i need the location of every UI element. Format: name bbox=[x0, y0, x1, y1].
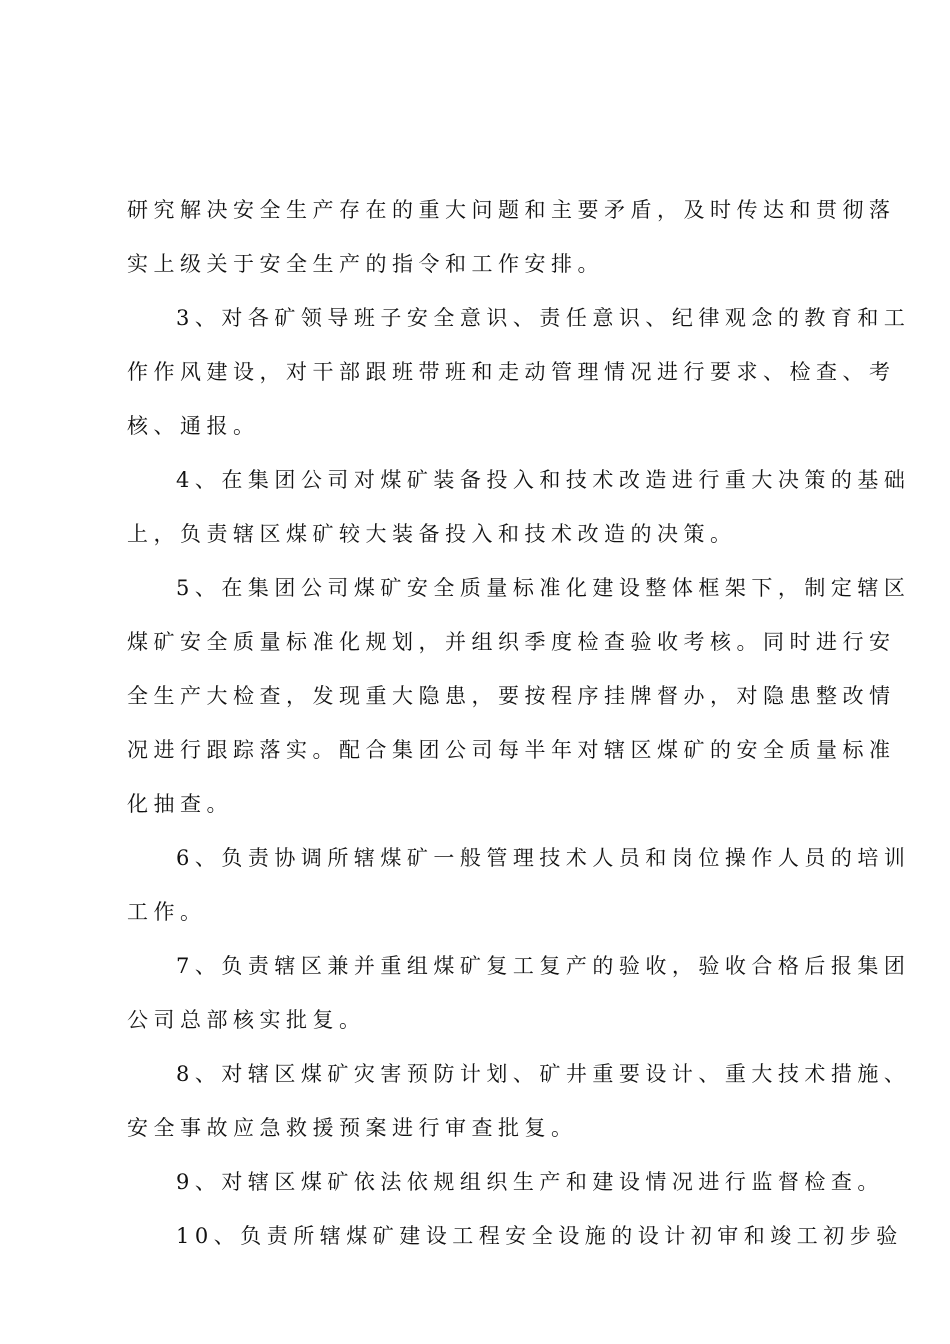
text-line: 作作风建设，对干部跟班带班和走动管理情况进行要求、检查、考 bbox=[127, 360, 896, 384]
paragraph-4-line: 4、在集团公司对煤矿装备投入和技术改造进行重大决策的基础 bbox=[176, 468, 911, 492]
text-line: 研究解决安全生产存在的重大问题和主要矛盾，及时传达和贯彻落 bbox=[127, 198, 896, 222]
paragraph-5-line: 5、在集团公司煤矿安全质量标准化建设整体框架下，制定辖区 bbox=[176, 576, 911, 600]
text-line: 实上级关于安全生产的指令和工作安排。 bbox=[127, 252, 604, 276]
text-line: 全生产大检查，发现重大隐患，要按程序挂牌督办，对隐患整改情 bbox=[127, 684, 896, 708]
paragraph-10-line: 10、负责所辖煤矿建设工程安全设施的设计初审和竣工初步验 bbox=[176, 1224, 903, 1248]
paragraph-8-line: 8、对辖区煤矿灾害预防计划、矿井重要设计、重大技术措施、 bbox=[176, 1062, 911, 1086]
text-line: 公司总部核实批复。 bbox=[127, 1008, 366, 1032]
paragraph-6-line: 6、负责协调所辖煤矿一般管理技术人员和岗位操作人员的培训 bbox=[176, 846, 911, 870]
paragraph-3-line: 3、对各矿领导班子安全意识、责任意识、纪律观念的教育和工 bbox=[176, 306, 911, 330]
text-line: 化抽查。 bbox=[127, 792, 233, 816]
document-body bbox=[127, 183, 911, 1263]
text-line: 核、通报。 bbox=[127, 414, 260, 438]
text-line: 工作。 bbox=[127, 900, 207, 924]
paragraph-7-line: 7、负责辖区兼并重组煤矿复工复产的验收，验收合格后报集团 bbox=[176, 954, 911, 978]
text-line: 上，负责辖区煤矿较大装备投入和技术改造的决策。 bbox=[127, 522, 737, 546]
text-line: 煤矿安全质量标准化规划，并组织季度检查验收考核。同时进行安 bbox=[127, 630, 896, 654]
text-line: 安全事故应急救援预案进行审查批复。 bbox=[127, 1116, 578, 1140]
paragraph-9-line: 9、对辖区煤矿依法依规组织生产和建设情况进行监督检查。 bbox=[176, 1170, 884, 1194]
text-line: 况进行跟踪落实。配合集团公司每半年对辖区煤矿的安全质量标准 bbox=[127, 738, 896, 762]
